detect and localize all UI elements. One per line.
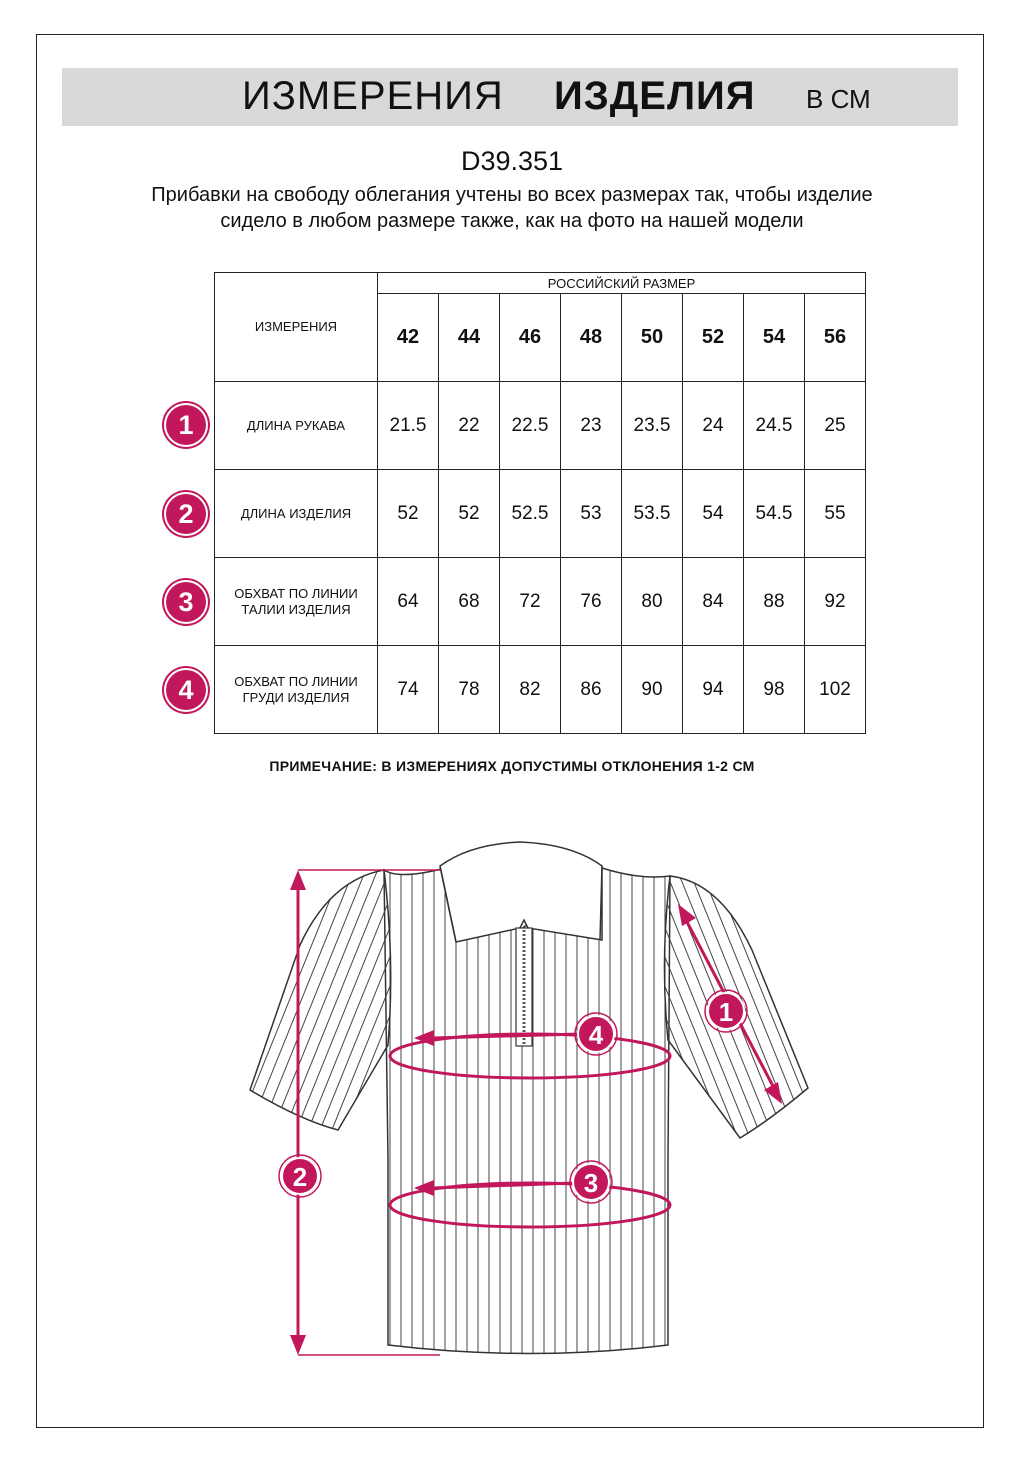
cell-value: 52	[439, 470, 500, 558]
row-marker-1: 1	[166, 405, 206, 445]
diagram-marker-2	[279, 1155, 321, 1197]
diagram-marker-1	[705, 990, 747, 1032]
size-header: 50	[622, 294, 683, 382]
size-header: 44	[439, 294, 500, 382]
diagram-marker-4-label: 4	[588, 1020, 604, 1050]
diagram-marker-1-label: 1	[718, 997, 734, 1027]
cell-value: 84	[683, 558, 744, 646]
article-number: D39.351	[460, 146, 564, 176]
cell-value: 22	[439, 382, 500, 470]
size-header: 48	[561, 294, 622, 382]
diagram-marker-4	[575, 1013, 617, 1055]
cell-value: 25	[805, 382, 866, 470]
row-marker-2: 2	[166, 494, 206, 534]
row-label: ДЛИНА РУКАВА	[215, 382, 378, 470]
cell-value: 98	[744, 646, 805, 734]
cell-value: 53.5	[622, 470, 683, 558]
cell-value: 80	[622, 558, 683, 646]
cell-value: 92	[805, 558, 866, 646]
title-part1: ИЗМЕРЕНИЯ	[242, 74, 504, 118]
cell-value: 22.5	[500, 382, 561, 470]
row-label: ДЛИНА ИЗДЕЛИЯ	[215, 470, 378, 558]
row-label: ОБХВАТ ПО ЛИНИИ ГРУДИ ИЗДЕЛИЯ	[215, 646, 378, 734]
size-header: 54	[744, 294, 805, 382]
cell-value: 54	[683, 470, 744, 558]
cell-value: 68	[439, 558, 500, 646]
diagram-marker-3-label: 3	[583, 1168, 599, 1198]
measurements-header: ИЗМЕРЕНИЯ	[215, 273, 378, 382]
cell-value: 52	[378, 470, 439, 558]
cell-value: 52.5	[500, 470, 561, 558]
cell-value: 88	[744, 558, 805, 646]
cell-value: 24	[683, 382, 744, 470]
row-label: ОБХВАТ ПО ЛИНИИ ТАЛИИ ИЗДЕЛИЯ	[215, 558, 378, 646]
cell-value: 53	[561, 470, 622, 558]
cell-value: 94	[683, 646, 744, 734]
cell-value: 54.5	[744, 470, 805, 558]
cell-value: 74	[378, 646, 439, 734]
title-part2: ИЗДЕЛИЯ	[554, 74, 756, 118]
footnote: ПРИМЕЧАНИЕ: В ИЗМЕРЕНИЯХ ДОПУСТИМЫ ОТКЛОНЕНИЯ 1-2 СМ	[269, 758, 755, 774]
size-header: 52	[683, 294, 744, 382]
intro-text: Прибавки на свободу облегания учтены во всех размерах так, чтобы изделие сидело в любом размере также, как на фото на нашей модели	[151, 184, 873, 232]
cell-value: 76	[561, 558, 622, 646]
cell-value: 82	[500, 646, 561, 734]
diagram-marker-2-label: 2	[292, 1162, 308, 1192]
cell-value: 23.5	[622, 382, 683, 470]
size-group-header: РОССИЙСКИЙ РАЗМЕР	[378, 273, 866, 294]
cell-value: 78	[439, 646, 500, 734]
cell-value: 21.5	[378, 382, 439, 470]
cell-value: 64	[378, 558, 439, 646]
size-header: 42	[378, 294, 439, 382]
size-header: 56	[805, 294, 866, 382]
size-header: 46	[500, 294, 561, 382]
cell-value: 90	[622, 646, 683, 734]
cell-value: 24.5	[744, 382, 805, 470]
cell-value: 86	[561, 646, 622, 734]
row-marker-4: 4	[166, 670, 206, 710]
row-marker-3: 3	[166, 582, 206, 622]
cell-value: 23	[561, 382, 622, 470]
cell-value: 55	[805, 470, 866, 558]
cell-value: 102	[805, 646, 866, 734]
cell-value: 72	[500, 558, 561, 646]
diagram-marker-3	[570, 1161, 612, 1203]
unit-label: В СМ	[806, 84, 871, 114]
